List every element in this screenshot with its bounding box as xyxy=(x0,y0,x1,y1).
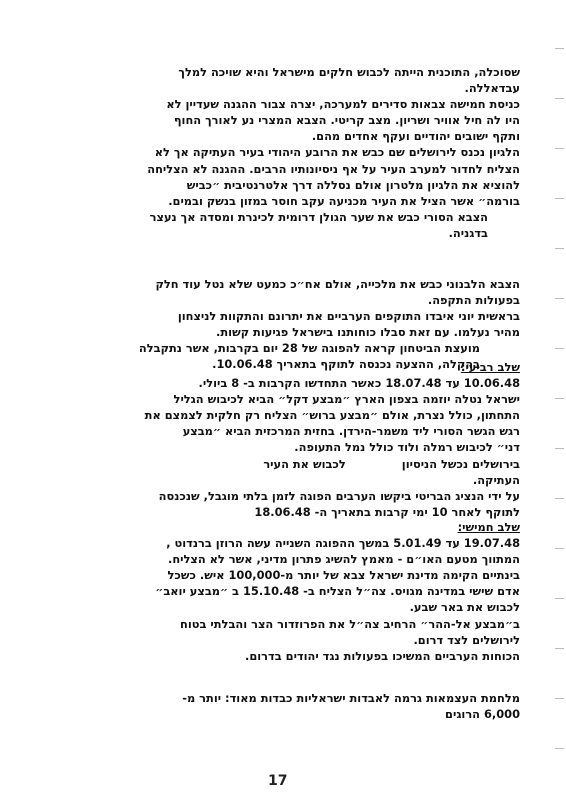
text-line: ותקף ישובים יהודיים ועקף אחדים מהם. xyxy=(311,129,520,144)
text-line: התחתון, כולל נצרת, אולם ״מבצע ברוש״ הצליח רק חלקית לצמצם את xyxy=(144,408,520,423)
text-line: המתווך מטעם האו״ם - מאמץ להשיג פתרון מדיני, אשר לא הצליח. xyxy=(168,552,520,567)
text-fragment: בירושלים נכשל הניסיון xyxy=(401,456,520,471)
section-heading: שלב רביעי: xyxy=(460,360,520,374)
text-line: לכבוש את באר שבע. xyxy=(409,600,520,615)
margin-tick-marks xyxy=(552,0,564,800)
page-number: 17 xyxy=(268,773,288,789)
text-line: על ידי הנציג הבריטי ביקשו הערבים הפוגה לזמן בלתי מוגבל, שנכנסה xyxy=(158,488,520,503)
text-line: שסוכלה, התוכנית הייתה לכבוש חלקים מישראל והיא שויכה למלך xyxy=(178,65,520,79)
text-line: הצבא הסורי כבש את שער הגולן דרומית לכינרת ומסדה אך נעצר xyxy=(149,209,488,224)
text-line: לירושלים לצד דרום. xyxy=(413,632,520,647)
text-fragment: לכבוש את העיר xyxy=(263,456,346,471)
text-line: עבדאללה. xyxy=(464,81,520,96)
text-line: בדגניה. xyxy=(448,225,488,240)
text-line: להוציא את הלגיון מלטרון אולם נסללה דרך אלטרנטיבית ״כביש xyxy=(186,177,520,192)
text-line: בהקלה, ההצעה נכנסה לתוקף בתאריך 10.06.48. xyxy=(212,357,480,372)
text-line: בפעולות התקפה. xyxy=(427,293,520,308)
text-line: בינתיים הקימה מדינת ישראל צבא של יותר מ-100,000 איש. כשכל xyxy=(167,568,520,583)
text-line: בראשית יוני איבדו התוקפים הערביים את יתרונם והתקוות לניצחון xyxy=(177,309,520,324)
text-line: רגש הגשר הסורי ליד משמר-הירדן. בחזית המרכזית הביא ״מבצע xyxy=(182,424,520,439)
section-stage-4 xyxy=(66,359,520,520)
closing-paragraph xyxy=(66,690,520,722)
text-line: 6,000 הרוגים xyxy=(445,707,520,722)
section-stage-5 xyxy=(66,519,520,664)
text-line: הצליח לחדור למערב העיר על אף ניסיונותיו הרבים. ההגנה לא הצליחה xyxy=(147,161,520,176)
text-line: 10.06.48 עד 18.07.48 כאשר התחדשו הקרבות ב- 8 ביולי. xyxy=(198,376,520,391)
text-line: אדם שישי במדינה מגויס. צה״ל הצליח ב- 15.10.48 ב ״מבצע יואב״ xyxy=(155,584,520,599)
text-line: הכוחות הערביים המשיכו בפעולות נגד יהודים בדרום. xyxy=(245,648,520,663)
section-heading: שלב חמישי: xyxy=(457,520,520,534)
text-line: ישראל נטלה יוזמה בצפון הארץ ״מבצע דקל״ הביא לכיבוש הגליל xyxy=(173,392,520,407)
text-line: מלחמת העצמאות גרמה לאבדות ישראליות כבדות מאוד: יותר מ- xyxy=(182,691,520,705)
text-line: דני״ לכיבוש רמלה ולוד כולל נמל התעופה. xyxy=(294,440,520,455)
paragraph-block-1 xyxy=(66,64,520,241)
text-line: כניסת חמישה צבאות סדירים למערכה, יצרה צבור ההגנה שעדיין לא xyxy=(166,97,520,112)
text-line: העתיקה. xyxy=(472,472,520,487)
text-line: הלגיון נכנס לירושלים שם כבש את הרובע היהודי בעיר העתיקה אך לא xyxy=(154,145,520,160)
text-line-split xyxy=(66,456,520,472)
text-line: לתוקף לאחר 10 ימי קרבות בתאריך ה- 18.06.48 xyxy=(254,504,520,519)
text-line: ב״מבצע אל-ההר״ הרחיב צה״ל את הפרוזדור הצר והבלתי בטוח xyxy=(180,616,520,631)
text-line: בורמה״ אשר הציל את העיר מכניעה עקב חוסר במזון בנשק ובמים. xyxy=(168,193,520,208)
text-line: מועצת הביטחון קראה להפוגה של 28 יום בקרבות, אשר נתקבלה xyxy=(138,341,480,356)
text-line: 19.07.48 עד 5.01.49 במשך ההפוגה השנייה עשה הרוזן ברנדוט , xyxy=(166,536,520,551)
text-line: הצבא הלבנוני כבש את מלכייה, אולם אח״כ כמעט שלא נטל עוד חלק xyxy=(155,277,520,291)
text-line: היו לה חיל אוויר ושריון. מצב קריטי. הצבא המצרי נע לאורך החוף xyxy=(173,113,520,128)
text-line: מהיר נעלמו. עם זאת סבלו כוחותנו בישראל פגיעות קשות. xyxy=(216,325,520,340)
